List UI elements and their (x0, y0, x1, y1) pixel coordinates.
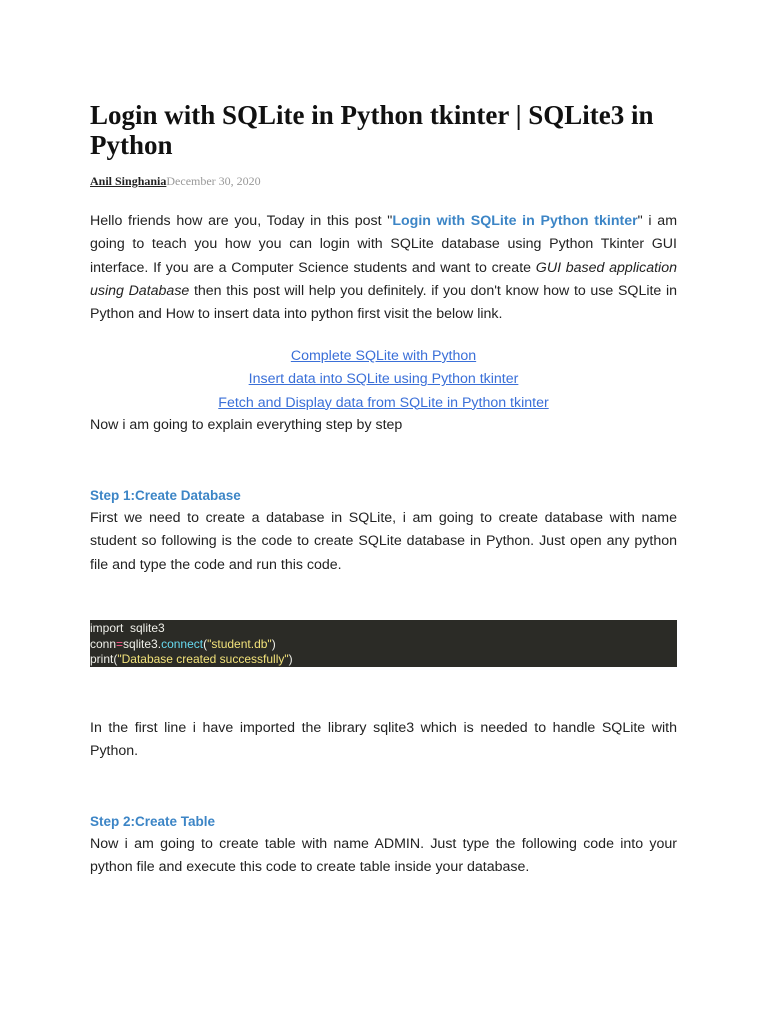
intro-highlight: Login with SQLite in Python tkinter (392, 213, 638, 229)
code-var: conn (90, 636, 117, 651)
intro-paragraph (90, 210, 677, 326)
code-block[interactable] (90, 620, 677, 667)
code-paren-close: ) (288, 652, 293, 666)
code-paren-open: ( (203, 636, 208, 651)
code-line-3 (90, 652, 677, 668)
post-date: December 30, 2020 (166, 174, 261, 188)
code-module: sqlite3. (123, 636, 162, 651)
code-function-connect: connect (161, 636, 204, 651)
link-complete-sqlite[interactable]: Complete SQLite with Python (290, 348, 477, 364)
code-paren-close: ) (271, 636, 276, 651)
step2-heading: Step 2:Create Table (90, 814, 216, 829)
explain-line: Now i am going to explain everything step by step (90, 417, 403, 433)
step1-text: First we need to create a database in SQLite, i am going to create database with name student so following is the code to create SQLite database in Python. Just open any python file and type the code and run this code. (90, 510, 677, 573)
step1-heading: Step 1:Create Database (90, 488, 241, 503)
author-link[interactable]: Anil Singhania (90, 174, 167, 188)
code-paren-open: ( (113, 652, 118, 666)
intro-text-middle: " i am going to teach you how you can login with SQLite database using Python Tkinter GUI interface. If you are a Computer Science students and want to create (90, 213, 678, 276)
step2-text: Now i am going to create table with name ADMIN. Just type the following code into your python file and execute this code to create table inside your database. (90, 836, 677, 876)
related-links (90, 345, 677, 415)
intro-italic: GUI based application using Database (90, 259, 677, 299)
after-code-text: In the first line i have imported the library sqlite3 which is needed to handle SQLite with Python. (90, 720, 677, 760)
code-function-print: print (90, 652, 114, 666)
article-meta (90, 173, 261, 189)
code-line-2 (90, 637, 677, 653)
code-operator: = (116, 636, 124, 651)
code-string-db: "student.db" (207, 636, 272, 651)
code-string-message: "Database created successfully" (117, 652, 289, 666)
article-title: Login with SQLite in Python tkinter | SQLite3 in Python (90, 100, 654, 160)
code-line-1: import sqlite3 (90, 621, 165, 635)
link-insert-data[interactable]: Insert data into SQLite using Python tkinter (248, 371, 519, 388)
intro-text-start: Hello friends how are you, Today in this post " (90, 213, 393, 229)
link-fetch-display[interactable]: Fetch and Display data from SQLite in Python tkinter (218, 394, 549, 411)
intro-text-end: then this post will help you definitely. if you don't know how to use SQLite in Python and How to insert data into python first visit the below link. (90, 282, 678, 323)
